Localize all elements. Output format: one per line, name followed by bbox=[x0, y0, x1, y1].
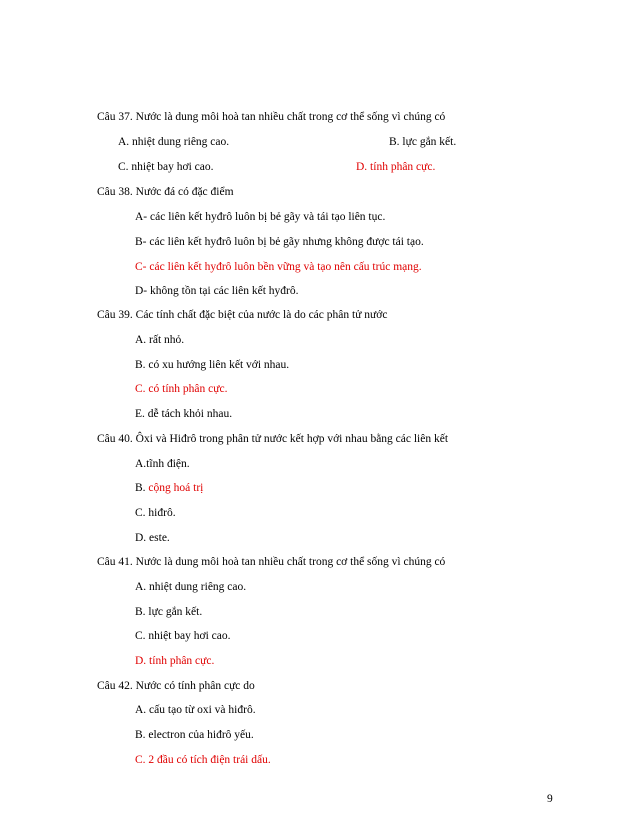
q41-option-a: A. nhiệt dung riêng cao. bbox=[135, 581, 247, 593]
question-37-stem: Câu 37. Nước là dung môi hoà tan nhiều chất trong cơ thể sống vì chúng có bbox=[97, 111, 446, 123]
q38-option-a: A- các liên kết hyđrô luôn bị bẻ gãy và tái tạo liên tục. bbox=[135, 211, 386, 223]
q42-option-b: B. electron của hiđrô yếu. bbox=[135, 729, 254, 741]
q39-option-e: E. dễ tách khỏi nhau. bbox=[135, 408, 233, 420]
q41-option-b: B. lực gắn kết. bbox=[135, 606, 203, 618]
q37-option-b: B. lực gắn kết. bbox=[389, 136, 457, 148]
q40-option-b-answer: cộng hoá trị bbox=[148, 482, 204, 494]
q37-option-d-answer: D. tính phân cực. bbox=[356, 161, 436, 173]
q39-option-c-answer: C. có tính phân cực. bbox=[135, 383, 228, 395]
q39-option-b: B. có xu hướng liên kết với nhau. bbox=[135, 359, 290, 371]
q40-option-a: A.tĩnh điện. bbox=[135, 458, 190, 470]
q39-option-a: A. rất nhỏ. bbox=[135, 334, 185, 346]
q40-option-b bbox=[135, 481, 203, 495]
q38-option-d: D- không tồn tại các liên kết hyđrô. bbox=[135, 285, 299, 297]
question-40-stem: Câu 40. Ôxi và Hiđrô trong phân tử nước kết hợp với nhau bằng các liên kết bbox=[97, 433, 449, 445]
q40-option-b-letter: B. bbox=[135, 482, 149, 494]
page-number: 9 bbox=[547, 793, 553, 805]
q41-option-d-answer: D. tính phân cực. bbox=[135, 655, 215, 667]
q37-option-c: C. nhiệt bay hơi cao. bbox=[118, 161, 214, 173]
q38-option-b: B- các liên kết hyđrô luôn bị bẻ gãy nhưng không được tái tạo. bbox=[135, 236, 424, 248]
question-39-stem: Câu 39. Các tính chất đặc biệt của nước là do các phân tử nước bbox=[97, 309, 388, 321]
q37-option-a: A. nhiệt dung riêng cao. bbox=[118, 136, 230, 148]
q42-option-a: A. cấu tạo từ oxi và hiđrô. bbox=[135, 704, 256, 716]
question-38-stem: Câu 38. Nước đá có đặc điểm bbox=[97, 186, 234, 198]
question-42-stem: Câu 42. Nước có tính phân cực do bbox=[97, 680, 255, 692]
q38-option-c-answer: C- các liên kết hyđrô luôn bền vững và tạo nên cấu trúc mạng. bbox=[135, 261, 422, 273]
q40-option-c: C. hiđrô. bbox=[135, 507, 176, 519]
q40-option-d: D. este. bbox=[135, 532, 170, 544]
q42-option-c-answer: C. 2 đầu có tích điện trái dấu. bbox=[135, 754, 271, 766]
question-41-stem: Câu 41. Nước là dung môi hoà tan nhiều chất trong cơ thể sống vì chúng có bbox=[97, 556, 446, 568]
q41-option-c: C. nhiệt bay hơi cao. bbox=[135, 630, 231, 642]
